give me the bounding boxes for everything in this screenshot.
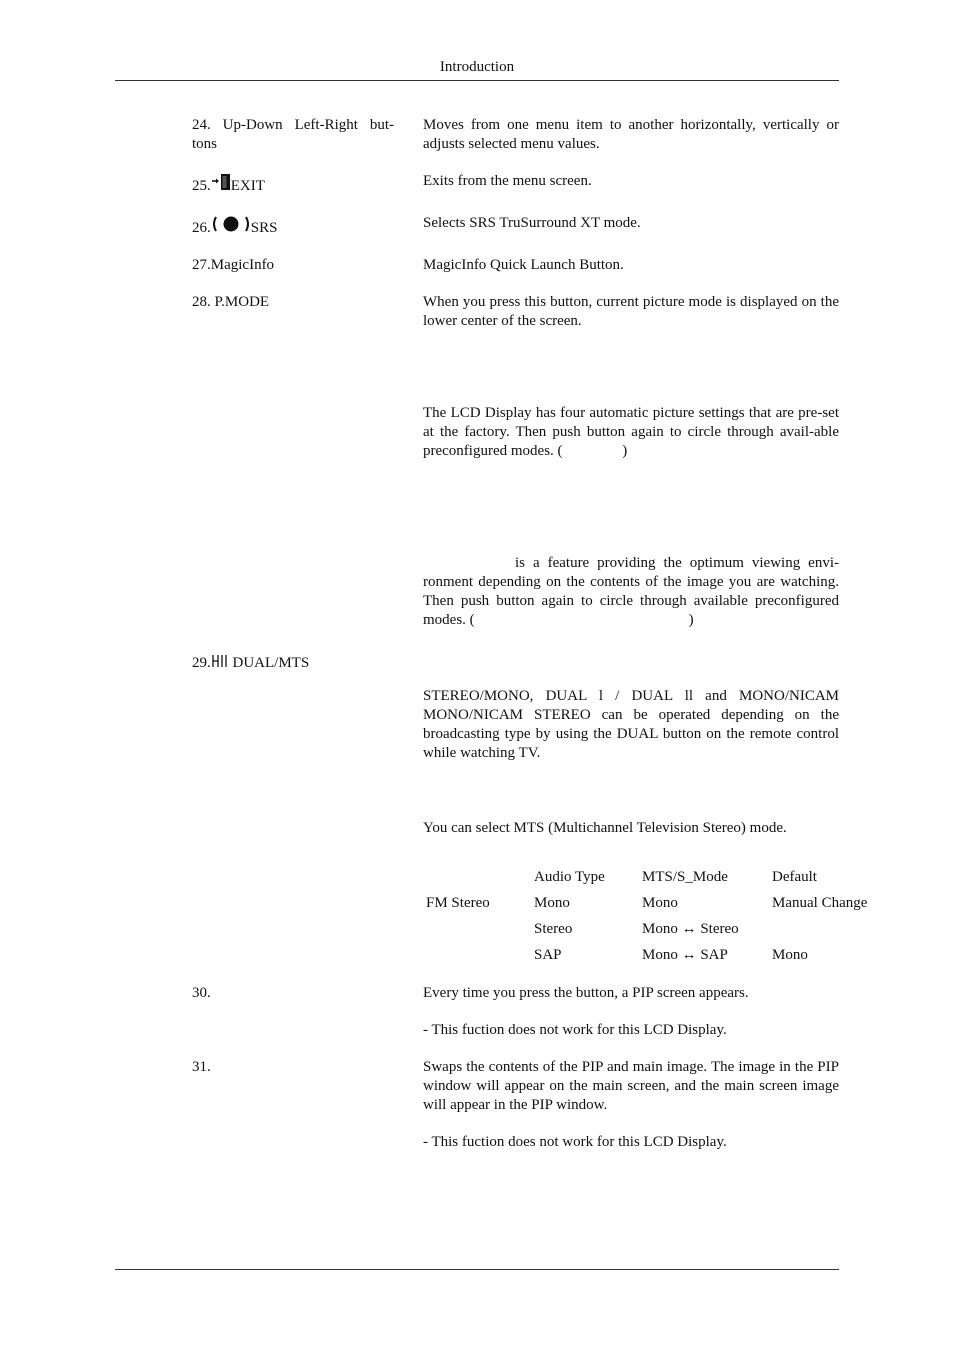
table-cell: FM Stereo xyxy=(426,894,490,911)
item-29-label: DUAL/MTS xyxy=(232,655,310,671)
item-26-number: 26. xyxy=(192,220,211,236)
header-rule xyxy=(115,80,839,81)
table-cell: Mono xyxy=(534,894,570,911)
item-31-term: 31. xyxy=(192,1059,211,1075)
table-header-cell: Audio Type xyxy=(534,868,605,885)
item-25-number: 25. xyxy=(192,178,211,194)
item-31-desc: Swaps the contents of the PIP and main image. The image in the PIP window will appear on the main screen, and the main screen image will appear in the PIP window. xyxy=(423,1059,839,1113)
table-cell xyxy=(423,942,534,968)
table-cell xyxy=(423,916,534,942)
table-cell: Mono ↔ SAP xyxy=(642,946,728,963)
item-30-desc: Every time you press the button, a PIP screen appears. xyxy=(423,985,749,1001)
item-30-term: 30. xyxy=(192,985,211,1001)
table-cell: Mono ↔ Stereo xyxy=(642,920,739,937)
table-cell xyxy=(772,916,867,942)
srs-icon xyxy=(211,214,251,240)
table-cell: Mono xyxy=(642,894,678,911)
table-cell: Mono xyxy=(772,946,808,963)
item-26-term xyxy=(192,214,394,240)
table-cell: Manual Change xyxy=(772,894,868,911)
item-28-para2 xyxy=(423,404,839,461)
table-row xyxy=(423,942,867,968)
item-28-para3-close: ) xyxy=(688,612,694,628)
item-28-para2-close: ) xyxy=(622,443,628,459)
item-24-desc: Moves from one menu item to another horizontally, vertically or adjusts selected menu values. xyxy=(423,117,839,152)
item-31-note: - This fuction does not work for this LCD Display. xyxy=(423,1134,727,1150)
dual-mts-icon xyxy=(211,653,229,675)
item-26-desc: Selects SRS TruSurround XT mode. xyxy=(423,215,641,231)
mts-table-header-row xyxy=(423,864,867,890)
item-29-term xyxy=(192,653,394,675)
mts-table xyxy=(423,864,867,968)
table-header-cell xyxy=(423,864,534,890)
item-29-desc2: You can select MTS (Multichannel Television Stereo) mode. xyxy=(423,820,787,836)
table-row xyxy=(423,916,867,942)
item-25-desc: Exits from the menu screen. xyxy=(423,173,592,189)
table-row xyxy=(423,890,867,916)
table-cell: SAP xyxy=(534,946,562,963)
table-header-cell: Default xyxy=(772,868,817,885)
item-25-term xyxy=(192,172,394,198)
item-28-para3-text: is a feature providing the optimum viewing envi-ronment depending on the contents of the image you are watching. Then push button again to circle through available preconfigured modes. ( xyxy=(423,555,839,628)
item-25-label: EXIT xyxy=(230,178,265,194)
table-header-cell: MTS/S_Mode xyxy=(642,868,728,885)
item-30-note: - This fuction does not work for this LCD Display. xyxy=(423,1022,727,1038)
item-29-number: 29. xyxy=(192,655,211,671)
page-header: Introduction xyxy=(439,59,515,75)
item-28-para3 xyxy=(423,554,839,630)
item-28-para2-text: The LCD Display has four automatic picture settings that are pre-set at the factory. Then push button again to circle through avail-able preconfigured modes. ( xyxy=(423,405,839,459)
item-28-desc: When you press this button, current picture mode is displayed on the lower center of the screen. xyxy=(423,294,839,329)
footer-rule xyxy=(115,1269,839,1270)
item-28-term: 28. P.MODE xyxy=(192,294,270,310)
item-24-term: 24. Up-Down Left-Right but-tons xyxy=(192,117,394,152)
exit-icon xyxy=(211,172,231,198)
item-27-desc: MagicInfo Quick Launch Button. xyxy=(423,257,624,273)
item-26-label: SRS xyxy=(250,220,278,236)
item-27-term: 27.MagicInfo xyxy=(192,257,275,273)
item-29-desc: STEREO/MONO, DUAL l / DUAL ll and MONO/NICAM MONO/NICAM STEREO can be operated depending on the broadcasting type by using the DUAL button on the remote control while watching TV. xyxy=(423,688,839,761)
table-cell: Stereo xyxy=(534,920,573,937)
